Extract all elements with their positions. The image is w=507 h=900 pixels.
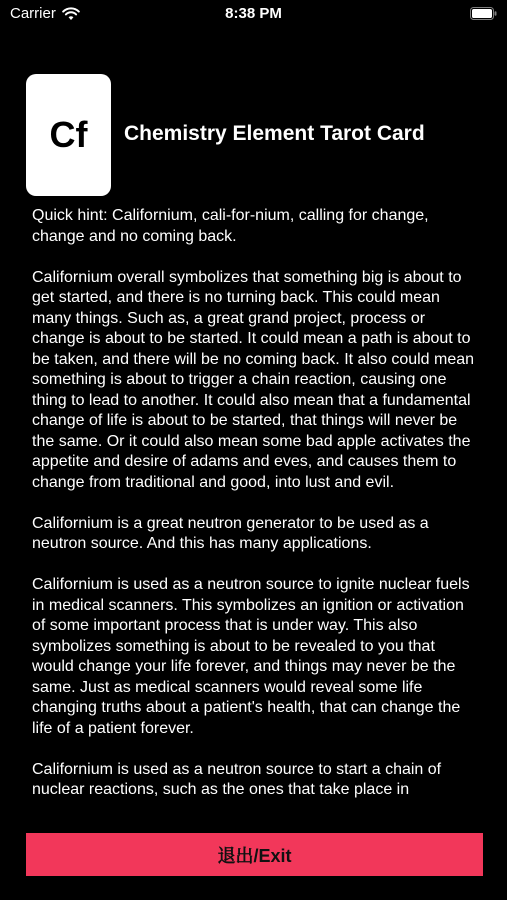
carrier-label: Carrier bbox=[10, 5, 56, 22]
element-symbol: Cf bbox=[49, 114, 88, 155]
description-paragraph: Californium is used as a neutron source to ignite nuclear fuels in medical scanners. This symbolizes an ignition or activation of some important process that is under way. This also symbolizes something is about to be revealed to you that would change your life forever, and things may never be the same. Just as medical scanners would reveal some life changing truths about a patient's health, that can change the life of a patient forever. bbox=[32, 576, 470, 737]
description-paragraph: Californium is used as a neutron source to start a chain of nuclear reactions, such as the ones that take place in bbox=[32, 760, 442, 798]
description-paragraph: Quick hint: Californium, cali-for-nium, calling for change, change and no coming back. bbox=[32, 207, 429, 245]
card-header bbox=[26, 74, 486, 196]
status-bar bbox=[0, 0, 507, 30]
card-description[interactable] bbox=[32, 206, 480, 821]
description-paragraph: Californium is a great neutron generator to be used as a neutron source. And this has many applications. bbox=[32, 514, 429, 552]
exit-button[interactable]: 退出/Exit bbox=[26, 833, 483, 876]
battery-icon bbox=[470, 7, 497, 20]
page-title: Chemistry Element Tarot Card bbox=[124, 122, 425, 145]
description-paragraph: Californium overall symbolizes that something big is about to get started, and there is no turning back. This could mean many things. Such as, a great grand project, process or change is about to be started. It could mean a path is about to be taken, and there will be no coming back. It also could mean something is about to trigger a chain reaction, causing one thing to lead to another. It could also mean that a fundamental change of life is about to be started, that things will never be the same. Or it could also mean some bad apple activates the appetite and desire of adams and eves, and causes them to change from traditional and good, into lust and evil. bbox=[32, 268, 475, 491]
clock: 8:38 PM bbox=[225, 5, 282, 22]
element-symbol-card bbox=[26, 74, 111, 196]
